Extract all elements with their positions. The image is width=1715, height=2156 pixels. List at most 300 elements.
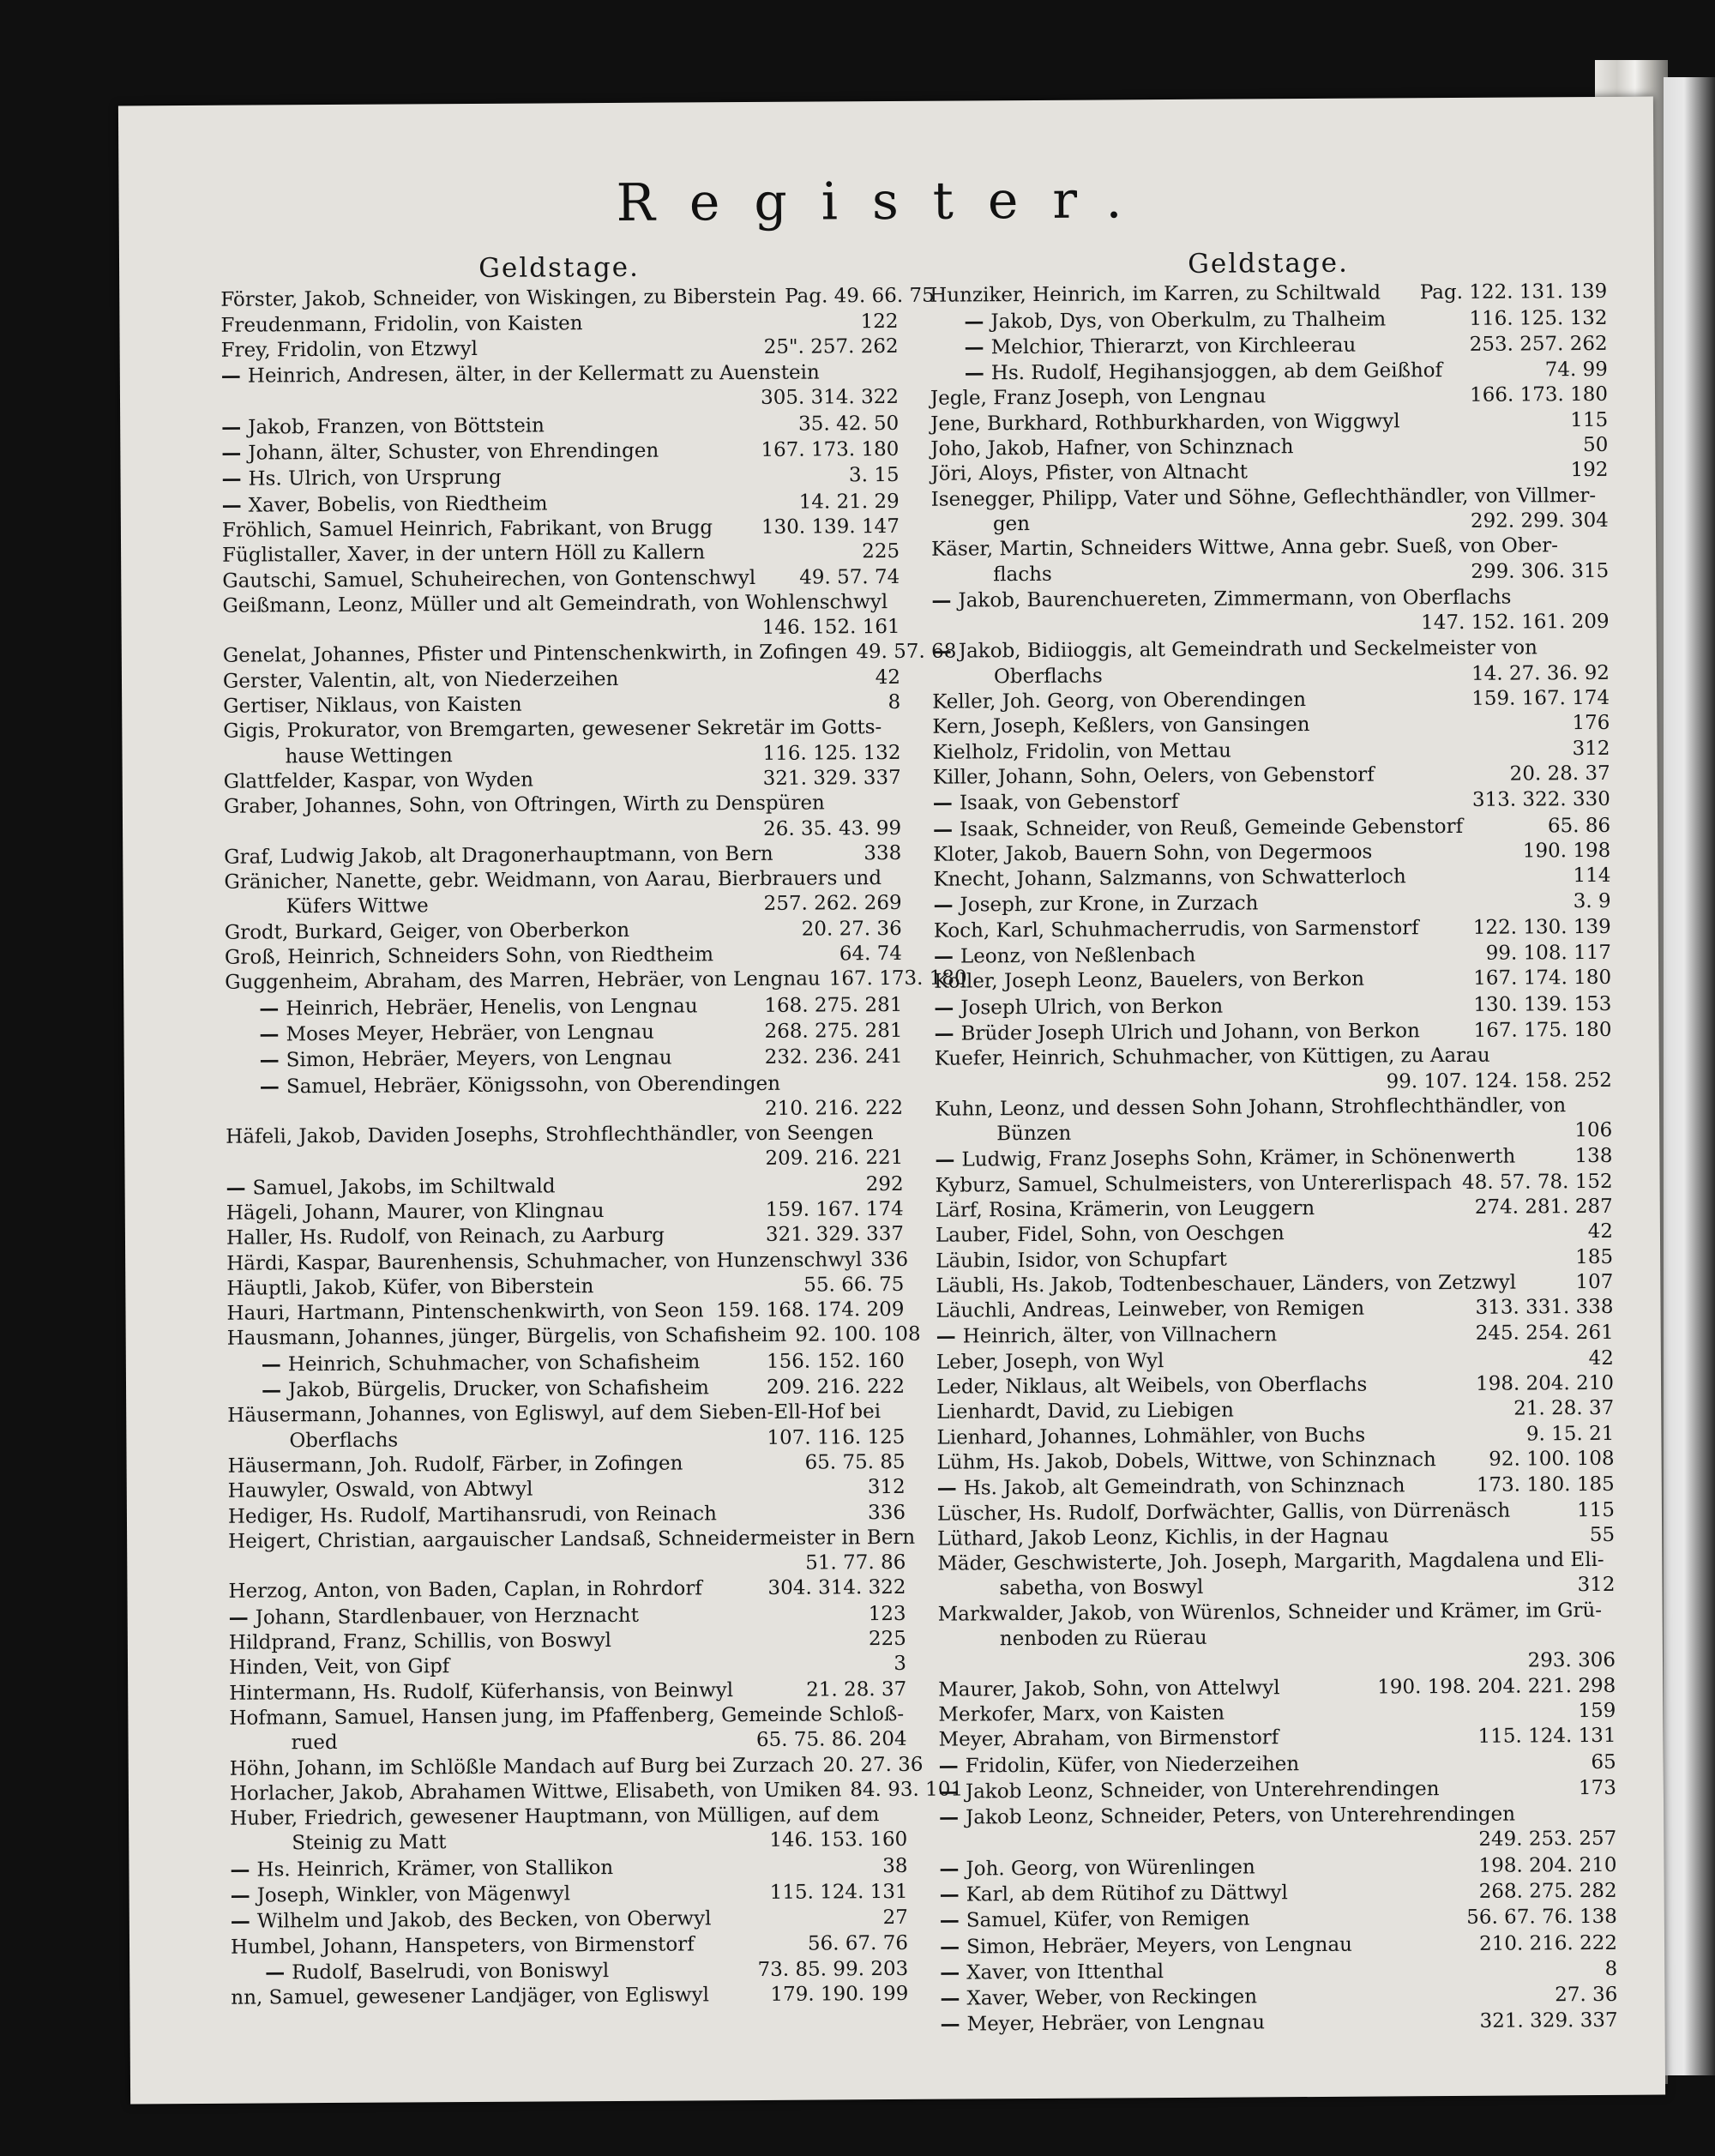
entry-pages: 115. 124. 131 bbox=[769, 1880, 908, 1904]
entry-pages: 130. 139. 153 bbox=[1473, 992, 1612, 1016]
entry-page-continuation: 147. 152. 161. 209 bbox=[1421, 611, 1610, 635]
register-entry bbox=[227, 1348, 905, 1378]
register-entry bbox=[231, 1982, 908, 2011]
entry-pages: 3 bbox=[894, 1653, 907, 1676]
entry-pages: 8 bbox=[888, 690, 901, 714]
entry-pages: 209. 216. 222 bbox=[767, 1375, 906, 1399]
entry-name: Glattfelder, Kaspar, von Wyden bbox=[223, 768, 534, 793]
entry-pages: 92. 100. 108 bbox=[1489, 1447, 1615, 1471]
register-entry bbox=[226, 1298, 904, 1327]
left-entry-list bbox=[220, 284, 967, 2011]
entry-name-continuation bbox=[223, 741, 900, 770]
entry-name: — Jakob, Dys, von Oberkulm, zu Thalheim bbox=[930, 306, 1386, 335]
entry-pages: 321. 329. 337 bbox=[1479, 2009, 1618, 2033]
entry-name: hause Wettingen bbox=[285, 744, 453, 768]
register-entry bbox=[931, 484, 1609, 513]
entry-name: — Heinrich, Schuhmacher, von Schafisheim bbox=[227, 1349, 701, 1378]
entry-name-continuation bbox=[938, 1623, 1616, 1653]
entry-pages: 20. 27. 36 bbox=[822, 1753, 924, 1777]
entry-name: Isenegger, Philipp, Vater und Söhne, Geflechthändler, von Villmer- bbox=[930, 484, 1597, 511]
entry-pages: 312 bbox=[1572, 737, 1610, 760]
entry-name: Hediger, Hs. Rudolf, Martihansrudi, von Reinach bbox=[227, 1502, 718, 1528]
entry-page-continuation: 209. 216. 221 bbox=[765, 1147, 904, 1171]
entry-pages: 49. 57. 68 bbox=[856, 640, 957, 664]
entry-name: Häusermann, Johannes, von Egliswyl, auf dem Sieben-Ell-Hof bei bbox=[227, 1400, 882, 1428]
entry-pages: 156. 152. 160 bbox=[766, 1349, 905, 1373]
register-entry bbox=[940, 1930, 1617, 1960]
entry-name: Keller, Joh. Georg, von Oberendingen bbox=[932, 689, 1307, 714]
register-entry bbox=[931, 533, 1609, 563]
entry-name: Leber, Joseph, von Wyl bbox=[936, 1349, 1164, 1374]
register-entry bbox=[937, 1472, 1615, 1502]
entry-name: — Hs. Ulrich, von Ursprung bbox=[221, 465, 501, 492]
register-entry bbox=[932, 711, 1610, 740]
entry-pages: 38 bbox=[882, 1854, 908, 1877]
entry-name-continuation bbox=[937, 1573, 1615, 1602]
register-entry bbox=[225, 992, 902, 1022]
register-entry bbox=[223, 715, 900, 744]
entry-name: Merkofer, Marx, von Kaisten bbox=[938, 1701, 1225, 1726]
entry-name: Lüthard, Jakob Leonz, Kichlis, in der Hagnau bbox=[937, 1525, 1389, 1551]
entry-page-continuation: 249. 253. 257 bbox=[1478, 1828, 1617, 1852]
entry-name: Hunziker, Heinrich, im Karren, zu Schiltwald bbox=[930, 281, 1381, 308]
register-entry bbox=[226, 1273, 904, 1302]
entry-pages: 73. 85. 99. 203 bbox=[757, 1957, 909, 1981]
entry-pages: 185 bbox=[1575, 1245, 1614, 1268]
entry-pages: 65. 75. 85 bbox=[804, 1450, 906, 1474]
entry-name: Läuchli, Andreas, Leinweber, von Remigen bbox=[936, 1297, 1365, 1322]
register-entry bbox=[225, 1018, 902, 1048]
register-entry bbox=[930, 331, 1608, 361]
register-entry bbox=[937, 1523, 1615, 1552]
entry-name: — Joseph, Winkler, von Mägenwyl bbox=[231, 1881, 571, 1909]
entry-name-continuation bbox=[931, 558, 1609, 587]
entry-name: — Simon, Hebräer, Meyers, von Lengnau bbox=[940, 1931, 1352, 1960]
register-entry bbox=[221, 334, 899, 364]
entry-name-continuation bbox=[225, 891, 902, 920]
register-entry bbox=[935, 1143, 1612, 1173]
entry-pages: 65 bbox=[1591, 1750, 1616, 1774]
entry-pages: 159. 167. 174 bbox=[765, 1197, 904, 1221]
register-entry bbox=[221, 437, 899, 467]
register-entry bbox=[229, 1627, 906, 1656]
right-column-heading: Geldstage. bbox=[1188, 247, 1350, 280]
entry-name: gen bbox=[992, 512, 1031, 536]
entry-name: — Ludwig, Franz Josephs Sohn, Krämer, in Schönenwerth bbox=[935, 1144, 1515, 1173]
entry-name: Häfeli, Jakob, Daviden Josephs, Strohflechthändler, von Seengen bbox=[226, 1122, 874, 1148]
entry-pages: 253. 257. 262 bbox=[1469, 332, 1608, 356]
entry-pages: 168. 275. 281 bbox=[764, 993, 903, 1017]
register-entry bbox=[940, 1904, 1617, 1934]
entry-name: — Xaver, von Ittenthal bbox=[940, 1959, 1164, 1986]
entry-name: Gränicher, Nanette, gebr. Weidmann, von Aarau, Bierbrauers und bbox=[224, 867, 882, 894]
register-entry bbox=[934, 966, 1611, 995]
entry-page-continuation: 51. 77. 86 bbox=[805, 1551, 906, 1575]
entry-name-continuation bbox=[932, 661, 1610, 690]
register-entry bbox=[227, 1400, 905, 1429]
entry-name: — Simon, Hebräer, Meyers, von Lengnau bbox=[226, 1045, 672, 1074]
entry-name: Kyburz, Samuel, Schulmeisters, von Untererlispach bbox=[935, 1171, 1453, 1197]
entry-pages: 173 bbox=[1578, 1776, 1616, 1799]
entry-name: — Brüder Joseph Ulrich und Johann, von Berkon bbox=[934, 1018, 1420, 1047]
register-entry bbox=[937, 1548, 1615, 1577]
entry-name-continuation bbox=[935, 1118, 1612, 1147]
register-entry bbox=[229, 1778, 964, 1807]
entry-pages: 167. 175. 180 bbox=[1473, 1018, 1612, 1042]
entry-name: — Jakob, Baurenchuereten, Zimmermann, von Oberflachs bbox=[931, 584, 1511, 613]
register-entry bbox=[936, 1346, 1614, 1376]
register-entry bbox=[934, 991, 1611, 1021]
entry-pages: 190. 198 bbox=[1522, 839, 1611, 863]
entry-name: — Meyer, Hebräer, von Lengnau bbox=[940, 2010, 1265, 2039]
register-entry bbox=[223, 665, 900, 695]
register-entry bbox=[933, 839, 1610, 868]
entry-name: Jegle, Franz Joseph, von Lengnau bbox=[930, 385, 1267, 411]
entry-name: — Fridolin, Küfer, von Niederzeihen bbox=[939, 1751, 1300, 1780]
register-entry bbox=[936, 1244, 1613, 1274]
entry-pages: Pag. 122. 131. 139 bbox=[1419, 280, 1608, 304]
register-entry bbox=[932, 686, 1610, 715]
register-entry bbox=[226, 1247, 909, 1276]
register-entry bbox=[222, 640, 957, 669]
entry-name: — Heinrich, Andresen, älter, in der Kellermatt zu Auenstein bbox=[221, 360, 820, 390]
entry-name: Hauri, Hartmann, Pintenschenkwirth, von Seon bbox=[226, 1299, 704, 1325]
entry-pages: 64. 74 bbox=[839, 942, 903, 966]
entry-pages: 116. 125. 132 bbox=[762, 741, 901, 765]
entry-pages: 304. 314. 322 bbox=[767, 1576, 906, 1600]
entry-pages: 48. 57. 78. 152 bbox=[1461, 1170, 1613, 1194]
register-entry bbox=[935, 1043, 1612, 1072]
entry-name: Hildprand, Franz, Schillis, von Boswyl bbox=[228, 1629, 612, 1654]
entry-pages: 115 bbox=[1570, 408, 1609, 431]
entry-pages: 116. 125. 132 bbox=[1469, 306, 1608, 330]
entry-pages: 190. 198. 204. 221. 298 bbox=[1377, 1674, 1616, 1699]
register-entry bbox=[940, 2008, 1617, 2038]
entry-name: — Jakob Leonz, Schneider, Peters, von Unterehrendingen bbox=[939, 1802, 1515, 1831]
register-entry bbox=[938, 1673, 1616, 1702]
entry-pages: 321. 329. 337 bbox=[765, 1223, 905, 1247]
entry-name: Füglistaller, Xaver, in der untern Höll zu Kallern bbox=[222, 541, 706, 568]
register-entry bbox=[938, 1724, 1616, 1753]
entry-name: Oberflachs bbox=[289, 1429, 399, 1452]
entry-name: Maurer, Jakob, Sohn, von Attelwyl bbox=[938, 1676, 1280, 1701]
entry-pages: 245. 254. 261 bbox=[1475, 1322, 1614, 1346]
entry-pages: 107 bbox=[1575, 1270, 1614, 1294]
entry-name: — Joseph, zur Krone, in Zurzach bbox=[934, 891, 1259, 919]
entry-name: Guggenheim, Abraham, des Marren, Hebräer, von Lengnau bbox=[225, 967, 821, 995]
entry-pages: 198. 204. 210 bbox=[1476, 1371, 1615, 1395]
entry-pages: 25". 257. 262 bbox=[763, 334, 899, 358]
register-entry bbox=[936, 1295, 1613, 1324]
left-column-heading: Geldstage. bbox=[478, 251, 641, 284]
entry-name-continuation bbox=[931, 509, 1609, 538]
register-entry bbox=[221, 359, 899, 389]
register-entry bbox=[930, 458, 1608, 487]
entry-pages: 42 bbox=[1588, 1346, 1614, 1370]
entry-pages: 130. 139. 147 bbox=[761, 515, 900, 539]
register-entry bbox=[231, 1930, 908, 1960]
register-entry bbox=[936, 1447, 1614, 1476]
entry-name: Heigert, Christian, aargauischer Landsaß, Schneidermeister in Bern bbox=[228, 1526, 916, 1553]
entry-page-continuation: 26. 35. 43. 99 bbox=[763, 816, 902, 840]
entry-name: Kuefer, Heinrich, Schuhmacher, von Küttigen, zu Aarau bbox=[934, 1044, 1490, 1070]
entry-pages: 14. 27. 36. 92 bbox=[1471, 661, 1610, 685]
entry-name: Küfers Wittwe bbox=[286, 894, 429, 918]
entry-pages: 115. 124. 131 bbox=[1477, 1725, 1616, 1749]
entry-pages: 8 bbox=[1604, 1957, 1618, 1980]
register-entry bbox=[933, 762, 1610, 791]
register-entry bbox=[225, 967, 967, 996]
entry-name: Hinden, Veit, von Gipf bbox=[228, 1655, 450, 1680]
register-entry bbox=[934, 940, 1611, 970]
entry-name: Haller, Hs. Rudolf, von Reinach, zu Aarburg bbox=[226, 1224, 665, 1250]
entry-pages: 50 bbox=[1582, 433, 1609, 457]
entry-name: — Isaak, Schneider, von Reuß, Gemeinde Gebenstorf bbox=[933, 813, 1463, 842]
register-entry bbox=[230, 1853, 907, 1883]
entry-name: — Johann, Stardlenbauer, von Herznacht bbox=[229, 1603, 639, 1631]
entry-name: Koch, Karl, Schuhmacherrudis, von Sarmenstorf bbox=[933, 916, 1419, 942]
entry-pages: 55 bbox=[1589, 1523, 1616, 1546]
register-entry bbox=[936, 1396, 1614, 1425]
entry-name: Killer, Johann, Sohn, Oelers, von Gebenstorf bbox=[932, 763, 1375, 789]
entry-name: Koller, Joseph Leonz, Bauelers, von Berkon bbox=[934, 967, 1365, 994]
entry-name: Huber, Friedrich, gewesener Hauptmann, von Mülligen, auf dem bbox=[230, 1804, 880, 1830]
entry-pages: 115 bbox=[1576, 1498, 1616, 1521]
entry-name: — Melchior, Thierarzt, von Kirchleerau bbox=[930, 333, 1357, 361]
entry-pages: 274. 281. 287 bbox=[1474, 1195, 1613, 1219]
entry-pages: 35. 42. 50 bbox=[798, 412, 900, 436]
entry-pages: 122 bbox=[860, 310, 899, 333]
entry-name: Lienhard, Johannes, Lohmähler, von Buchs bbox=[936, 1424, 1366, 1449]
entry-pages: 292. 299. 304 bbox=[1470, 509, 1609, 533]
register-entry bbox=[930, 304, 1607, 334]
entry-name: Gerster, Valentin, alt, von Niederzeihen bbox=[222, 667, 619, 693]
register-entry bbox=[231, 1905, 908, 1935]
entry-pages: 159 bbox=[1578, 1699, 1616, 1723]
entry-pages: 167. 174. 180 bbox=[1473, 967, 1612, 991]
entry-pages: 114 bbox=[1573, 864, 1611, 888]
register-entry bbox=[229, 1601, 906, 1631]
register-entry bbox=[229, 1752, 924, 1781]
entry-name: — Samuel, Hebräer, Königssohn, von Oberendingen bbox=[226, 1070, 780, 1099]
register-entry bbox=[224, 791, 901, 820]
entry-name: nn, Samuel, gewesener Landjäger, von Egliswyl bbox=[231, 1984, 709, 2009]
register-entry bbox=[220, 310, 898, 339]
entry-name: Gertiser, Niklaus, von Kaisten bbox=[223, 693, 522, 718]
entry-pages: 122. 130. 139 bbox=[1472, 915, 1611, 939]
entry-pages: 27. 36 bbox=[1555, 1984, 1618, 2007]
entry-name: Meyer, Abraham, von Birmenstorf bbox=[938, 1726, 1279, 1751]
entry-pages: 27 bbox=[882, 1906, 908, 1930]
register-entry bbox=[226, 1322, 921, 1352]
entry-name: — Isaak, von Gebenstorf bbox=[933, 789, 1179, 816]
register-entry bbox=[226, 1222, 904, 1251]
entry-pages: 299. 306. 315 bbox=[1471, 559, 1610, 583]
entry-page-continuation: 305. 314. 322 bbox=[760, 386, 900, 410]
entry-name: Läubli, Hs. Jakob, Todtenbeschauer, Länders, von Zetzwyl bbox=[936, 1271, 1517, 1298]
entry-pages: 138 bbox=[1574, 1145, 1613, 1168]
register-entry bbox=[932, 737, 1610, 766]
entry-name: — Wilhelm und Jakob, des Becken, von Oberwyl bbox=[231, 1906, 712, 1936]
register-entry bbox=[940, 1878, 1617, 1908]
register-entry bbox=[230, 1803, 907, 1832]
entry-name: — Heinrich, Hebräer, Henelis, von Lengnau bbox=[225, 993, 697, 1022]
entry-pages: 173. 180. 185 bbox=[1476, 1473, 1615, 1497]
entry-name: Härdi, Kaspar, Baurenhensis, Schuhmacher, von Hunzenschwyl bbox=[226, 1248, 863, 1275]
register-entry bbox=[936, 1170, 1613, 1199]
page-title: Register. bbox=[616, 170, 1157, 233]
register-entry bbox=[222, 590, 900, 619]
register-entry bbox=[225, 917, 902, 946]
entry-pages: 9. 15. 21 bbox=[1525, 1422, 1615, 1446]
entry-name: — Jakob Leonz, Schneider, von Unterehrendingen bbox=[939, 1776, 1440, 1805]
entry-name: Oberflachs bbox=[993, 665, 1103, 689]
register-page bbox=[118, 97, 1665, 2105]
entry-name: Horlacher, Jakob, Abrahamen Wittwe, Elisabeth, von Umiken bbox=[229, 1779, 842, 1805]
entry-name: Genelat, Johannes, Pfister und Pintenschenkwirth, in Zofingen bbox=[222, 641, 848, 668]
register-entry bbox=[930, 408, 1608, 437]
entry-name: — Jakob, Bürgelis, Drucker, von Schafisheim bbox=[227, 1375, 709, 1404]
register-entry bbox=[938, 1599, 1616, 1628]
register-entry bbox=[939, 1852, 1616, 1882]
register-entry bbox=[935, 1093, 1612, 1123]
entry-name: Groß, Heinrich, Schneiders Sohn, von Riedtheim bbox=[224, 943, 714, 969]
entry-name-continuation bbox=[229, 1727, 906, 1756]
entry-pages: 99. 108. 117 bbox=[1485, 941, 1612, 965]
register-entry bbox=[226, 1044, 903, 1074]
entry-name: — Samuel, Jakobs, im Schiltwald bbox=[226, 1173, 556, 1201]
entry-pages: 123 bbox=[868, 1602, 906, 1625]
register-entry bbox=[228, 1575, 906, 1605]
entry-name: Häuptli, Jakob, Küfer, von Biberstein bbox=[226, 1275, 594, 1300]
entry-name: — Hs. Heinrich, Krämer, von Stallikon bbox=[230, 1855, 613, 1883]
register-entry bbox=[229, 1677, 906, 1707]
entry-pages: 107. 116. 125 bbox=[767, 1425, 906, 1449]
entry-page-continuation: 99. 107. 124. 158. 252 bbox=[1386, 1069, 1612, 1093]
register-entry bbox=[939, 1801, 1616, 1831]
register-entry bbox=[222, 489, 900, 519]
entry-name: Lüscher, Hs. Rudolf, Dorfwächter, Gallis, von Dürrenäsch bbox=[936, 1499, 1511, 1526]
entry-pages: 167. 173. 180 bbox=[828, 967, 967, 991]
entry-name: Lienhardt, David, zu Liebigen bbox=[936, 1399, 1235, 1424]
register-entry bbox=[940, 1956, 1617, 1986]
entry-name: Leder, Niklaus, alt Weibels, von Oberflachs bbox=[936, 1373, 1368, 1399]
register-entry bbox=[930, 280, 1607, 309]
entry-name: flachs bbox=[993, 563, 1052, 586]
register-entry bbox=[934, 888, 1611, 918]
entry-name: Geißmann, Leonz, Müller und alt Gemeindrath, von Wohlenschwyl bbox=[222, 590, 888, 617]
entry-name: — Johann, älter, Schuster, von Ehrendingen bbox=[221, 438, 659, 467]
entry-name: Höhn, Johann, im Schlößle Mandach auf Burg bei Zurzach bbox=[229, 1754, 815, 1780]
entry-pages: 106 bbox=[1574, 1118, 1613, 1142]
entry-name: Knecht, Johann, Salzmanns, von Schwatterloch bbox=[933, 865, 1406, 891]
entry-name: — Hs. Rudolf, Hegihansjoggen, ab dem Geißhof bbox=[930, 358, 1442, 387]
register-entry bbox=[226, 1197, 904, 1226]
entry-pages: 74. 99 bbox=[1544, 358, 1608, 382]
entry-name: — Moses Meyer, Hebräer, von Lengnau bbox=[225, 1020, 654, 1048]
entry-pages: Pag. 49. 66. 75 bbox=[785, 284, 935, 309]
register-entry bbox=[938, 1699, 1616, 1728]
entry-pages: 49. 57. 74 bbox=[799, 565, 900, 589]
register-entry bbox=[933, 864, 1610, 893]
entry-pages: 192 bbox=[1570, 459, 1609, 482]
entry-name: Jene, Burkhard, Rothburkharden, von Wiggwyl bbox=[930, 410, 1400, 436]
entry-pages: 313. 331. 338 bbox=[1475, 1296, 1614, 1320]
register-entry bbox=[222, 564, 900, 593]
entry-name: Hägeli, Johann, Maurer, von Klingnau bbox=[226, 1200, 605, 1225]
entry-name: Kuhn, Leonz, und dessen Sohn Johann, Strohflechthändler, von bbox=[934, 1093, 1567, 1121]
entry-name: — Samuel, Küfer, von Remigen bbox=[940, 1906, 1250, 1935]
entry-name: — Rudolf, Baselrudi, von Boniswyl bbox=[231, 1958, 609, 1986]
entry-name: Lärf, Rosina, Krämerin, von Leuggern bbox=[935, 1196, 1315, 1222]
entry-page-continuation: 293. 306 bbox=[1527, 1649, 1616, 1672]
register-entry bbox=[228, 1526, 916, 1555]
entry-pages: 268. 275. 281 bbox=[764, 1019, 903, 1043]
entry-pages: 166. 173. 180 bbox=[1469, 383, 1609, 407]
entry-pages: 14. 21. 29 bbox=[798, 490, 900, 514]
entry-name: nenboden zu Rüerau bbox=[999, 1626, 1207, 1651]
entry-name: Hintermann, Hs. Rudolf, Küferhansis, von Beinwyl bbox=[229, 1678, 734, 1705]
register-entry bbox=[222, 515, 900, 544]
register-entry bbox=[221, 411, 899, 441]
entry-pages: 336 bbox=[867, 1501, 906, 1524]
entry-name: Steinig zu Matt bbox=[292, 1831, 447, 1855]
entry-name: Hausmann, Johannes, jünger, Bürgelis, von Schafisheim bbox=[226, 1324, 787, 1351]
entry-name: Läubin, Isidor, von Schupfart bbox=[936, 1248, 1227, 1273]
entry-name: Lauber, Fidel, Sohn, von Oeschgen bbox=[935, 1222, 1285, 1247]
register-entry bbox=[226, 1069, 903, 1099]
register-entry bbox=[930, 382, 1608, 412]
entry-name: — Karl, ab dem Rütihof zu Dättwyl bbox=[940, 1880, 1288, 1908]
entry-name: Freudenmann, Fridolin, von Kaisten bbox=[220, 311, 583, 337]
left-column bbox=[220, 251, 967, 2011]
entry-pages: 338 bbox=[864, 841, 902, 865]
entry-name: — Joh. Georg, von Würenlingen bbox=[939, 1854, 1255, 1882]
entry-name: Joho, Jakob, Hafner, von Schinznach bbox=[930, 436, 1294, 461]
entry-pages: 146. 153. 160 bbox=[769, 1828, 908, 1852]
entry-name: Bünzen bbox=[996, 1122, 1072, 1146]
entry-pages: 179. 190. 199 bbox=[770, 1983, 909, 2007]
entry-pages: 84. 93. 101 bbox=[850, 1778, 964, 1802]
entry-name: Mäder, Geschwisterte, Joh. Joseph, Margarith, Magdalena und Eli- bbox=[937, 1549, 1604, 1575]
register-entry bbox=[937, 1497, 1615, 1527]
entry-name: Frey, Fridolin, von Etzwyl bbox=[220, 337, 478, 362]
entry-pages: 65. 75. 86. 204 bbox=[755, 1728, 907, 1752]
entry-pages: 268. 275. 282 bbox=[1478, 1879, 1617, 1903]
register-entry bbox=[231, 1879, 908, 1909]
register-entry bbox=[936, 1270, 1613, 1299]
entry-name: Hofmann, Samuel, Hansen jung, im Pfaffenberg, Gemeinde Schloß- bbox=[229, 1702, 905, 1730]
entry-pages: 336 bbox=[870, 1248, 909, 1271]
entry-name: — Jakob, Franzen, von Böttstein bbox=[221, 413, 545, 441]
entry-name: Käser, Martin, Schneiders Wittwe, Anna gebr. Sueß, von Ober- bbox=[930, 534, 1559, 561]
register-entry bbox=[229, 1702, 906, 1731]
register-entry bbox=[226, 1171, 904, 1201]
entry-pages: 65. 86 bbox=[1547, 814, 1611, 837]
entry-pages: 20. 27. 36 bbox=[801, 917, 902, 941]
entry-name: Jöri, Aloys, Pfister, von Altnacht bbox=[930, 461, 1249, 486]
entry-name: rued bbox=[291, 1731, 338, 1755]
register-entry bbox=[228, 1475, 906, 1504]
register-entry bbox=[936, 1220, 1613, 1249]
register-entry bbox=[934, 1017, 1611, 1047]
entry-pages: 225 bbox=[868, 1627, 906, 1651]
entry-pages: 56. 67. 76 bbox=[807, 1931, 909, 1955]
entry-pages: 313. 322. 330 bbox=[1471, 788, 1610, 812]
entry-pages: 198. 204. 210 bbox=[1478, 1853, 1617, 1877]
entry-name: Förster, Jakob, Schneider, von Wiskingen, zu Biberstein bbox=[220, 286, 777, 312]
register-entry bbox=[223, 690, 900, 720]
